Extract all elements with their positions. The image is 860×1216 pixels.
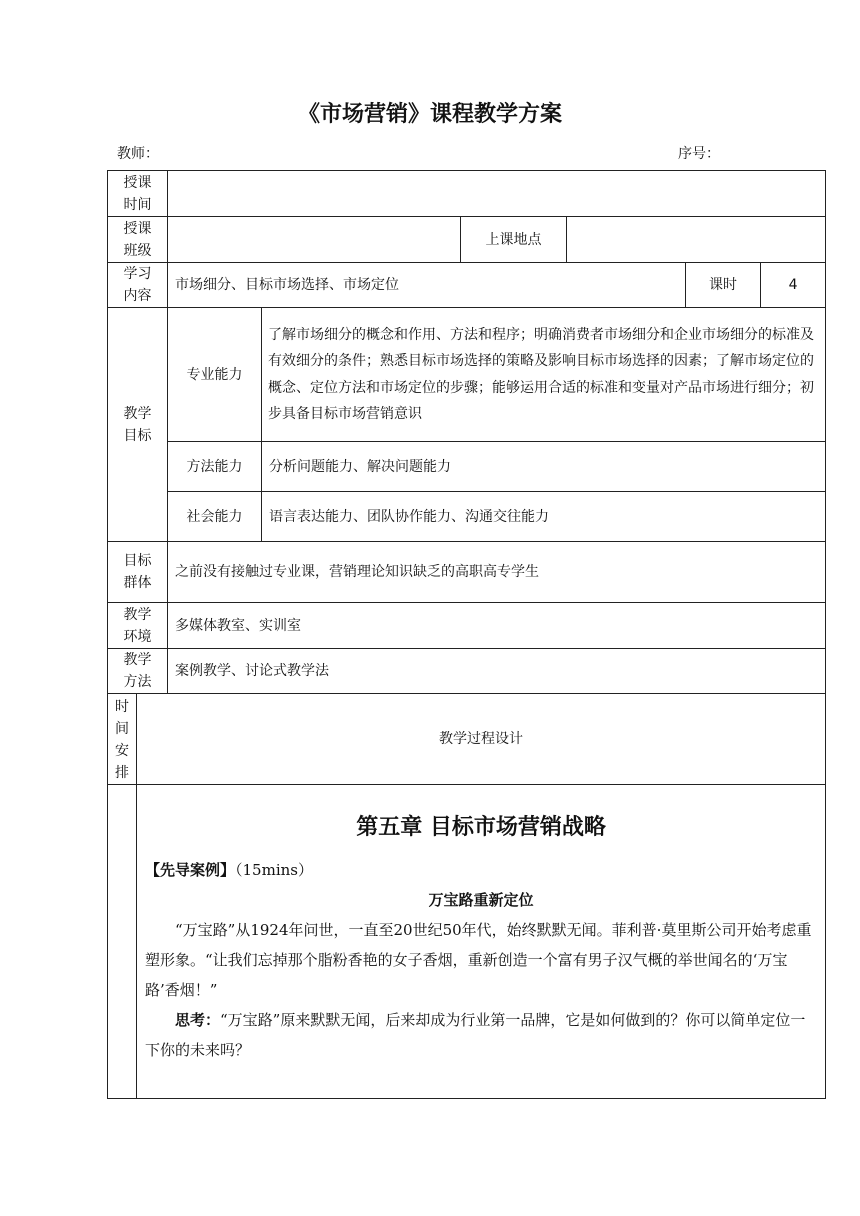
row-class [108,217,826,263]
lead-case-line [145,855,817,885]
location-value[interactable] [567,217,826,263]
class-label: 授课班级 [108,217,168,263]
schedule-cell [108,785,137,1099]
group-value: 之前没有接触过专业课，营销理论知识缺乏的高职高专学生 [168,542,826,603]
goal-professional-text: 了解市场细分的概念和作用、方法和程序；明确消费者市场细分和企业市场细分的标准及有效细分的条件；熟悉目标市场选择的策略及影响目标市场选择的因素；了解市场定位的概念、定位方法和市场定位的步骤；能够运用合适的标准和变量对产品市场进行细分；初步具备目标市场营销意识 [262,308,826,442]
time-label: 授课时间 [108,171,168,217]
lesson-plan-table [107,170,826,1099]
chapter-title: 第五章 目标市场营销战略 [356,815,606,840]
content-value: 市场细分、目标市场选择、市场定位 [168,263,686,308]
row-group [108,542,826,603]
row-environment [108,603,826,649]
row-goal-social [108,492,826,542]
case-text: “万宝路”从1924年问世，一直至20世纪50年代，始终默默无闻。菲利普·莫里斯公司开始考虑重塑形象。“让我们忘掉那个脂粉香艳的女子香烟，重新创造一个富有男子汉气概的举世闻名的‘万宝路’香烟！” [145,921,812,999]
goals-label: 教学目标 [108,308,168,542]
goal-method-text: 分析问题能力、解决问题能力 [262,442,826,492]
row-content [108,263,826,308]
row-goal-professional [108,308,826,442]
teacher-label: 教师： [117,146,159,162]
class-value[interactable] [168,217,461,263]
env-value: 多媒体教室、实训室 [168,603,826,649]
content-label: 学习内容 [108,263,168,308]
row-time [108,171,826,217]
goal-social-text: 语言表达能力、团队协作能力、沟通交往能力 [262,492,826,542]
method-label: 教学方法 [108,649,168,694]
hours-value: 4 [761,263,826,308]
env-label: 教学环境 [108,603,168,649]
think-text: “万宝路”原来默默无闻，后来却成为行业第一品牌，它是如何做到的？你可以简单定位一下你的未来吗？ [145,1011,806,1059]
goal-professional-label: 专业能力 [168,308,262,442]
case-title: 万宝路重新定位 [428,891,534,909]
lead-case-time: （15mins） [235,861,313,879]
group-label: 目标群体 [108,542,168,603]
location-label: 上课地点 [461,217,567,263]
process-content [137,785,826,1099]
lead-case-label: 【先导案例】 [145,861,236,879]
goal-social-label: 社会能力 [168,492,262,542]
row-process-header [108,694,826,785]
time-value[interactable] [168,171,826,217]
goal-method-label: 方法能力 [168,442,262,492]
think-label: 思考： [175,1011,221,1029]
document-title: 《市场营销》课程教学方案 [297,102,562,127]
row-goal-method [108,442,826,492]
hours-label: 课时 [686,263,761,308]
serial-label: 序号： [678,146,720,162]
schedule-label: 时间安排 [108,694,137,785]
think-paragraph [145,1005,817,1065]
row-process-content [108,785,826,1099]
process-label: 教学过程设计 [137,694,826,785]
row-method [108,649,826,694]
method-value: 案例教学、讨论式教学法 [168,649,826,694]
